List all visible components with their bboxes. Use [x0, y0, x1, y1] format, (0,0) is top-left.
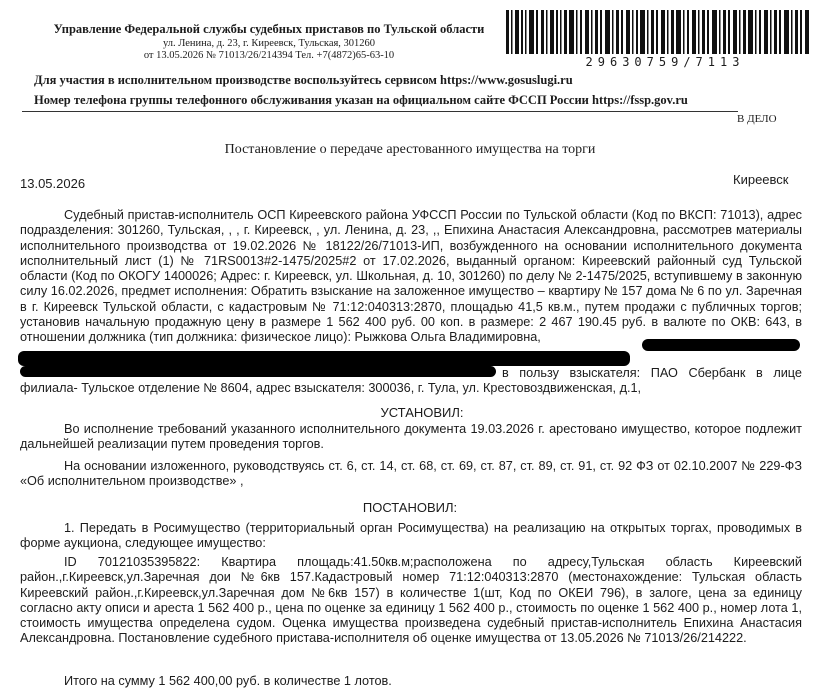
document-title: Постановление о передаче арестованного имущества на торги	[224, 142, 596, 157]
header-divider	[22, 111, 738, 112]
gosuslugi-notice: Для участия в исполнительном производстве воспользуйтесь сервисом https://www.gosuslugi.ru	[34, 73, 573, 87]
reference-line: от 13.05.2026 № 71013/26/214394 Тел. +7(4872)65-63-10	[143, 50, 395, 61]
item1-paragraph: 1. Передать в Росимущество (территориальный орган Росимущества) на реализацию на открытых торгах, проводимых в форме аукциона, следующее имущество:	[20, 521, 802, 551]
established-paragraph: Во исполнение требований указанного исполнительного документа 19.03.2026 г. арестовано имущество, которое подлежит дальнейшей реализации путем проведения торгов.	[20, 422, 802, 452]
address-line: ул. Ленина, д. 23, г. Киреевск, Тульская, 301260	[162, 38, 376, 49]
recovery-paragraph: в пользу взыскателя: ПАО Сбербанк в лице филиала- Тульское отделение № 8604, адрес взыскателя: 300036, г. Тула, ул. Крестовоздвиженская, д.1,	[20, 366, 802, 396]
redaction-bar	[18, 351, 630, 366]
total-section	[20, 674, 802, 689]
heading-established: УСТАНОВИЛ:	[380, 405, 464, 420]
basis-paragraph: На основании изложенного, руководствуясь ст. 6, ст. 14, ст. 68, ст. 69, ст. 87, ст. 89, ст. 91, ст. 92 ФЗ от 02.10.2007 № 229-ФЗ «Об исполнительном производстве» ,	[20, 459, 802, 489]
intro-section	[20, 208, 802, 346]
property-paragraph: ID 70121035395822: Квартира площадь:41.50кв.м;расположена по адресу,Тульская область Киреевский район.,г.Киреевск,ул.Заречная дои №6кв 157.Кадастровый номер 71:12:040313:2870 (местонахождение: Тульская область Киреевский район.,г.Киреевск,ул.Заречная дом №6кв 157) в количестве 1(шт, Код по ОКЕИ 796), в залоге, цена за единицу согласно акту описи и ареста 1 562 400 р., цена по оценке за единицу 1 562 400 р., стоимость по оценке 1 562 400 р., номер лота 1, стоимость имущества определена судом. Оценка имущества произведена судебный пристав-исполнитель Епихина Анастасия Александровна. Постановление судебного пристава-исполнителя об оценке имущества от 13.05.2026 № 71013/26/214222.	[20, 555, 802, 646]
established-section	[20, 422, 802, 453]
barcode-image	[506, 10, 810, 54]
item1-section	[20, 521, 802, 552]
property-section	[20, 555, 802, 647]
v-delo-stamp: В ДЕЛО	[737, 113, 777, 125]
document-city: Киреевск	[733, 172, 789, 187]
intro-paragraph: Судебный пристав-исполнитель ОСП Киреевского района УФССП России по Тульской области (Код по ВКСП: 71013), адрес подразделения: 301260, Тульская, , , г. Киреевск, , ул. Ленина, д. 23, ,, Епихина Анастасия Александровна, рассмотрев материалы исполнительного производства от 19.02.2026 № 18122/26/71013-ИП, возбужденного на основании исполнительного документа исполнительный лист (1) № 71RS0013#2-1475/2025#2 от 17.02.2026, выданный органом: Киреевский районный суд Тульской области (Код по ОКОГУ 1400026; Адрес: г. Киреевск, ул. Школьная, д. 10, 301260) по делу № 2-1475/2025, вступившему в законную силу 16.02.2026, предмет исполнения: Обратить взыскание на заложенное имущество – квартиру № 157 дома № 6 по ул. Заречная в г. Киреевск Тульской области, с кадастровым № 71:12:040313:2870, площадью 41,5 кв.м., путем продажи с публичных торгов; установив начальную продажную цену в размере 1 562 400 руб. 00 коп. в размере: 2 467 190.45 руб. в валюте по ОКВ: 643, в отношении должника (тип должника: физическое лицо): Рыжкова Ольга Владимировна,	[20, 208, 802, 345]
heading-resolved: ПОСТАНОВИЛ:	[362, 500, 458, 515]
total-line: Итого на сумму 1 562 400,00 руб. в количестве 1 лотов.	[64, 674, 392, 688]
phone-notice: Номер телефона группы телефонного обслуживания указан на официальном сайте ФССП России https://fssp.gov.ru	[34, 93, 688, 107]
redaction-bar	[20, 366, 496, 377]
document-date: 13.05.2026	[20, 176, 86, 191]
organization-name: Управление Федеральной службы судебных приставов по Тульской области	[53, 22, 485, 36]
basis-section	[20, 459, 802, 490]
organization-address	[34, 38, 504, 62]
barcode-number: 29630759/7113	[585, 55, 745, 69]
redaction-bar	[642, 339, 800, 351]
